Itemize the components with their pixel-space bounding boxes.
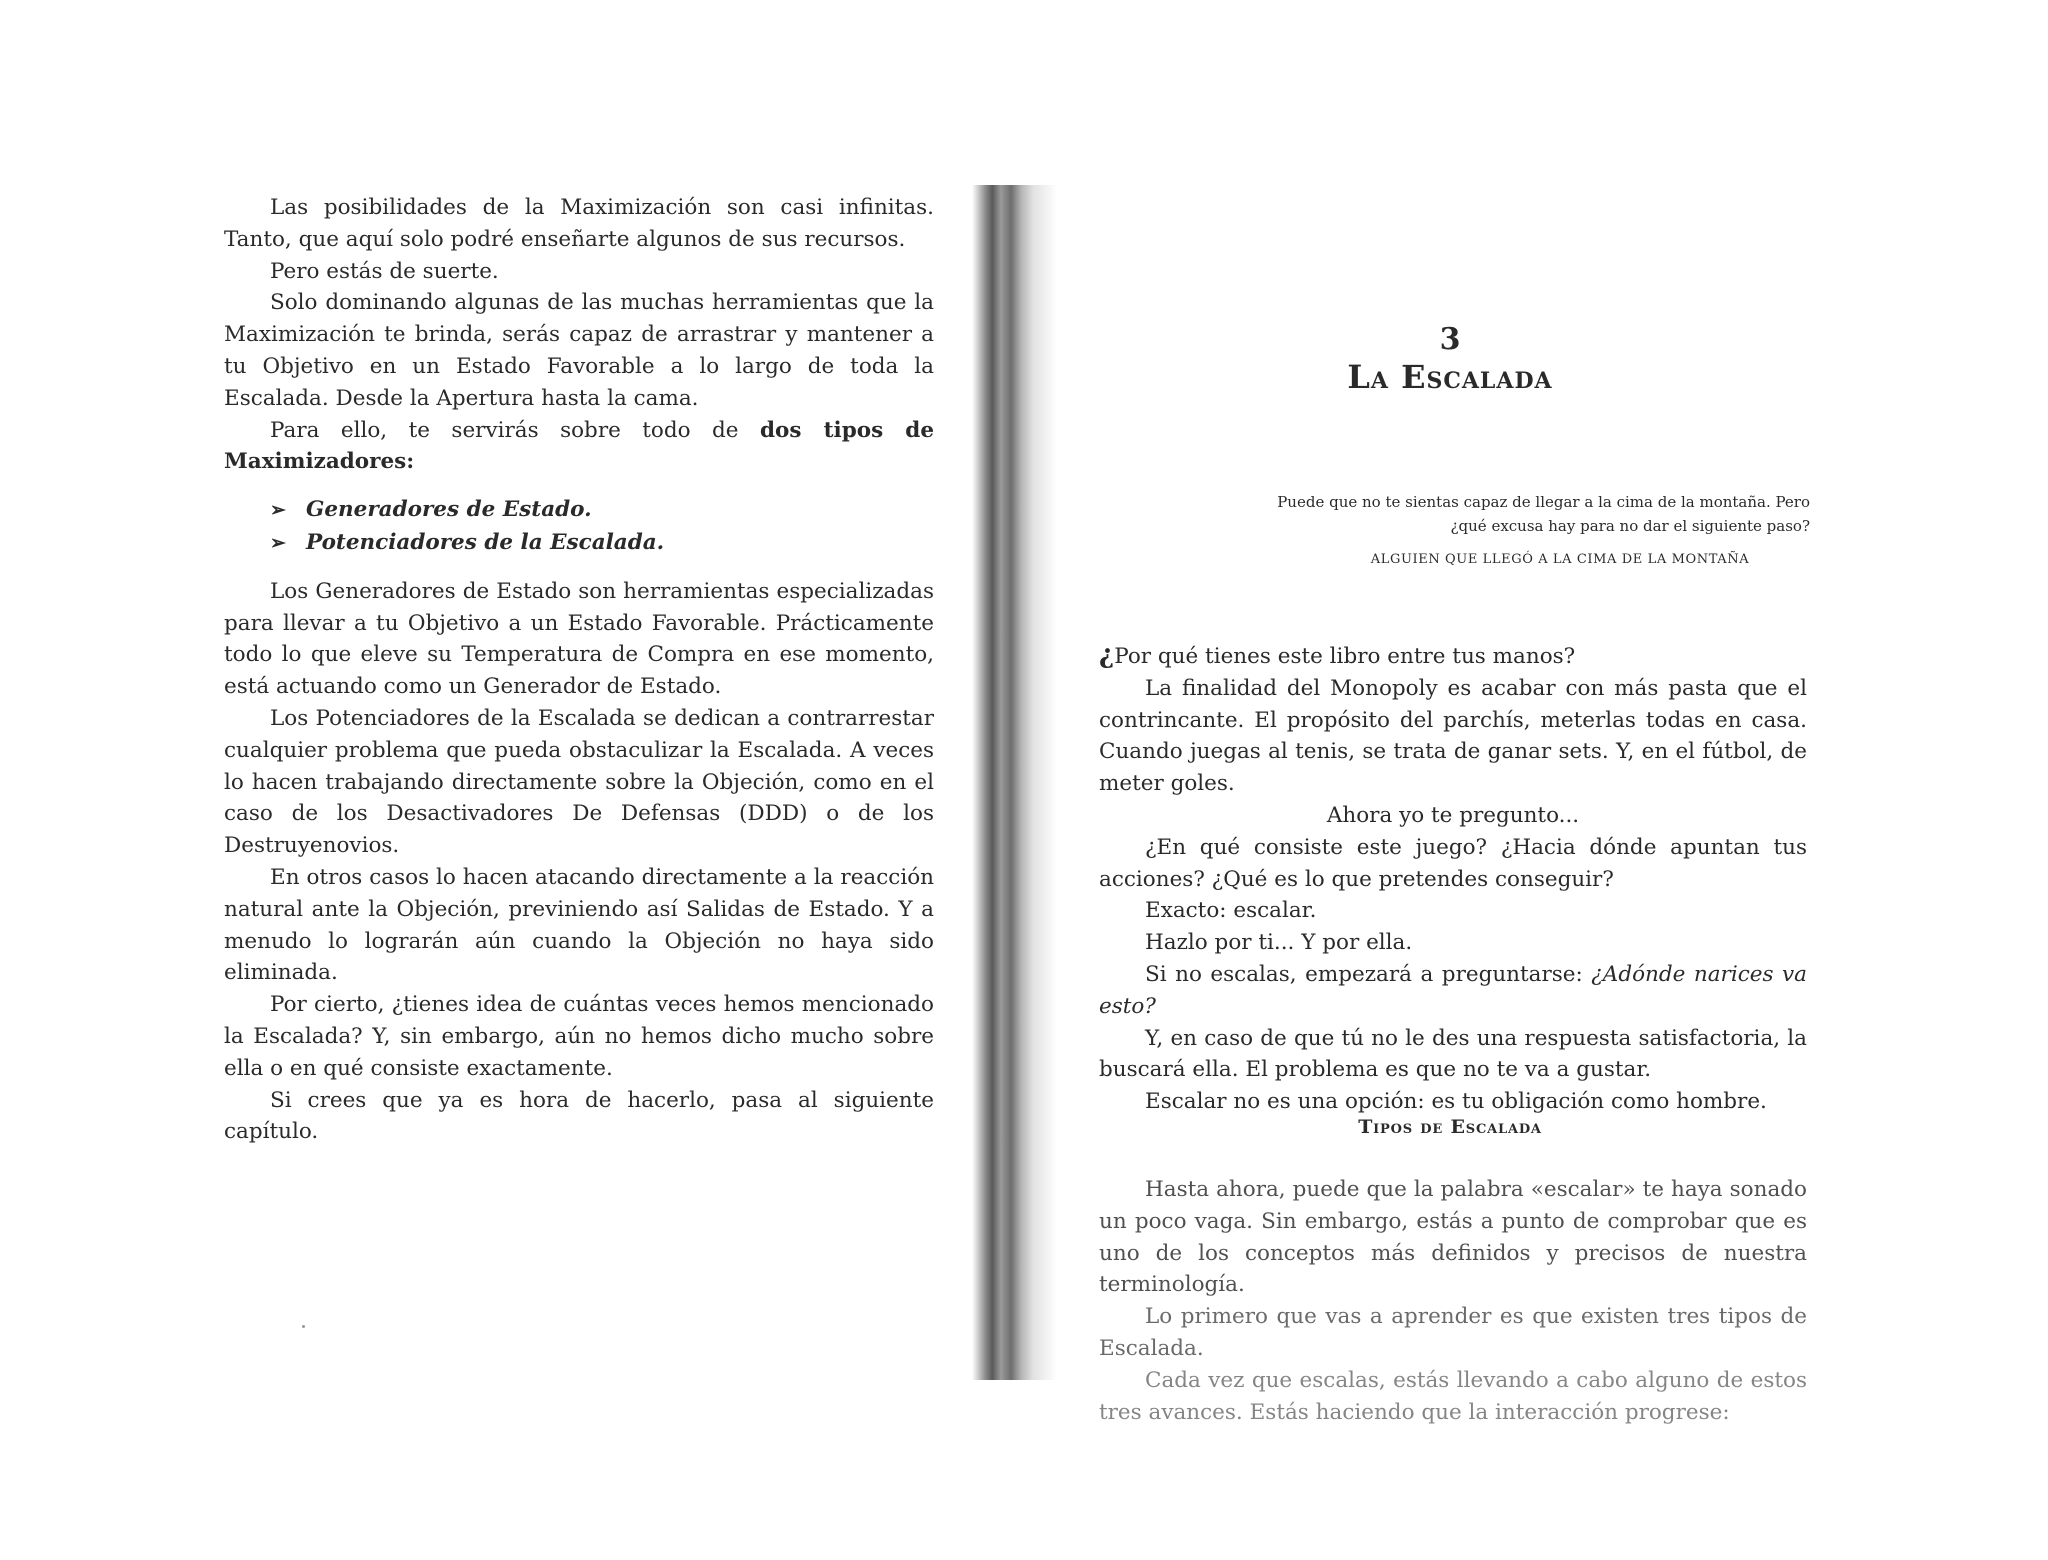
left-paragraph-6: Los Potenciadores de la Escalada se dedican a contrarrestar cualquier problema que pueda obstaculizar la Escalada. A veces lo hacen trabajando directamente sobre la Objeción, como en el caso de los Desactivadores De Defensas (DDD) o de los Destruyenovios. [224, 705, 934, 859]
spacer [224, 560, 934, 576]
left-paragraph-1: Las posibilidades de la Maximización son casi infinitas. Tanto, que aquí solo podré enseñarte algunos de sus recursos. [224, 195, 934, 252]
right-paragraph-1: La finalidad del Monopoly es acabar con más pasta que el contrincante. El propósito del parchís, meterlas todas en casa. Cuando juegas al tenis, se trata de ganar sets. Y, en el fútbol, de meter goles. [1099, 675, 1807, 797]
right-page-body [1099, 640, 1807, 1118]
right-paragraph-7: Escalar no es una opción: es tu obligación como hombre. [1145, 1089, 1767, 1115]
list-item [270, 527, 934, 560]
list-item-label: Generadores de Estado. [306, 497, 592, 523]
arrow-bullet-icon: ➢ [270, 499, 286, 522]
centered-line: Ahora yo te pregunto... [1326, 802, 1580, 828]
left-paragraph-4-text: Para ello, te servirás sobre todo de [270, 417, 760, 443]
section-heading: Tipos de Escalada [1358, 1116, 1542, 1138]
epigraph-quote: Puede que no te sientas capaz de llegar a la cima de la montaña. Pero ¿qué excusa hay para no dar el siguiente paso? [1277, 493, 1810, 535]
list-item-label: Potenciadores de la Escalada. [306, 529, 665, 555]
left-paragraph-5: Los Generadores de Estado son herramientas especializadas para llevar a tu Objetivo a un Estado Favorable. Prácticamente todo lo que eleve su Temperatura de Compra en ese momento, está actuando como un Generador de Estado. [224, 578, 934, 700]
left-paragraph-2: Pero estás de suerte. [270, 258, 499, 284]
section-paragraph-1: Hasta ahora, puede que la palabra «escalar» te haya sonado un poco vaga. Sin embargo, estás a punto de comprobar que es uno de los conceptos más definidos y precisos de nuestra terminología. [1099, 1177, 1807, 1298]
left-paragraph-9: Si crees que ya es hora de hacerlo, pasa al siguiente capítulo. [224, 1087, 934, 1145]
right-paragraph-2: ¿En qué consiste este juego? ¿Hacia dónde apuntan tus acciones? ¿Qué es lo que pretendes conseguir? [1099, 834, 1807, 892]
left-paragraph-8: Por cierto, ¿tienes idea de cuántas veces hemos mencionado la Escalada? Y, sin embargo, aún no hemos dicho mucho sobre ella o en qué consiste exactamente. [224, 992, 934, 1081]
maximizer-types-emphasis: dos tipos de Maximizadores: [224, 417, 934, 475]
opening-question-text: Por qué tienes este libro entre tus manos? [1114, 644, 1576, 669]
opening-question-mark: ¿ [1099, 640, 1115, 670]
section-paragraph-3: Cada vez que escalas, estás llevando a cabo alguno de estos tres avances. Estás haciendo que la interacción progrese: [1099, 1367, 1807, 1425]
right-paragraph-4: Hazlo por ti... Y por ella. [1145, 930, 1413, 956]
left-paragraph-3: Solo dominando algunas de las muchas herramientas que la Maximización te brinda, serás capaz de arrastrar y mantener a tu Objetivo en un Estado Favorable a lo largo de toda la Escalada. Desde la Apertura hasta la cama. [224, 290, 934, 411]
spacer [224, 478, 934, 494]
left-page [0, 0, 980, 1560]
section-body [1099, 1174, 1807, 1428]
section-paragraph-2: Lo primero que vas a aprender es que existen tres tipos de Escalada. [1099, 1304, 1807, 1361]
scan-speck [302, 1325, 305, 1328]
list-item [270, 494, 934, 527]
right-paragraph-3: Exacto: escalar. [1145, 898, 1317, 924]
question-italic: ¿Adónde narices va esto? [1099, 961, 1807, 1019]
arrow-bullet-icon: ➢ [270, 531, 286, 554]
chapter-number: 3 [1439, 322, 1461, 357]
question-intro: Si no escalas, empezará a preguntarse: [1145, 961, 1592, 987]
book-gutter-shadow [972, 185, 1057, 1380]
left-paragraph-4 [224, 415, 934, 479]
right-paragraph-5 [1099, 959, 1807, 1023]
left-page-body [224, 192, 934, 1148]
opening-question [1099, 640, 1807, 673]
right-paragraph-6: Y, en caso de que tú no le des una respuesta satisfactoria, la buscará ella. El problema es que no te va a gustar. [1099, 1025, 1807, 1083]
epigraph-author: ALGUIEN QUE LLEGÓ A LA CIMA DE LA MONTAÑA [1370, 552, 1750, 567]
chapter-title: La Escalada [1347, 358, 1553, 396]
left-paragraph-7: En otros casos lo hacen atacando directamente a la reacción natural ante la Objeción, previniendo así Salidas de Estado. Y a menudo lo lograrán aún cuando la Objeción no haya sido eliminada. [224, 864, 934, 986]
maximizer-list [224, 494, 934, 560]
